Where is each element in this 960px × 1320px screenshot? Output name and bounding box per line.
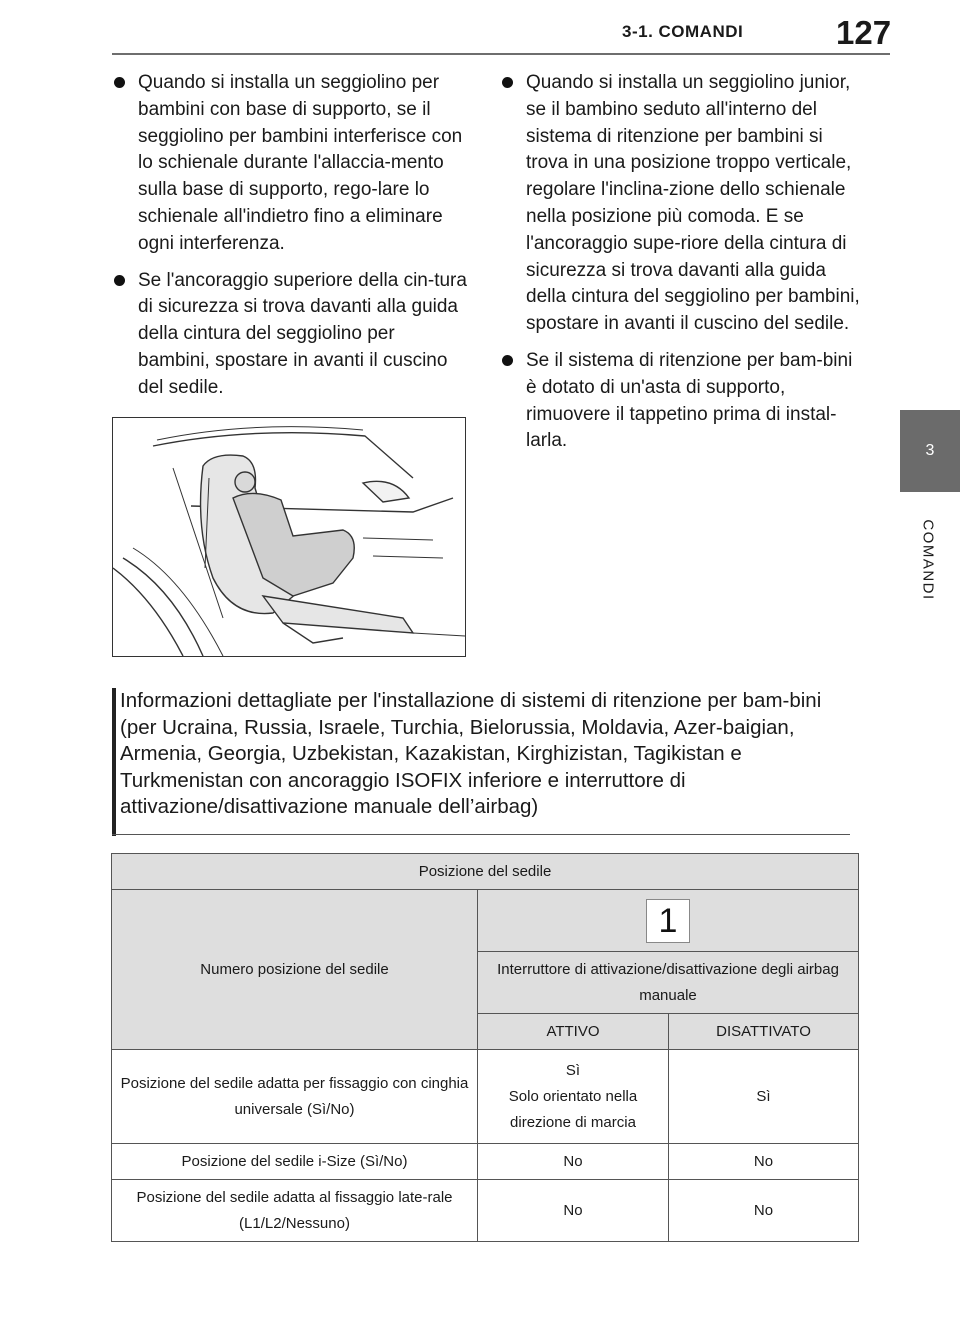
cell-on: No bbox=[478, 1144, 669, 1180]
page-number: 127 bbox=[836, 14, 892, 51]
row-label: Posizione del sedile adatta per fissaggio con cinghia universale (Sì/No) bbox=[112, 1050, 478, 1144]
bullet-text: Quando si installa un seggiolino junior, se il bambino seduto all'interno del sistema di ritenzione per bambini si trova in una posizione troppo verticale, regolare l'inclina-zione dello schienale nella posizione più comoda. E se l'ancoraggio supe-riore della cintura di sicurezza si trova davanti alla guida della cintura del seggiolino per bambini, spostare in avanti il cuscino del sedile. bbox=[526, 72, 860, 335]
cell-off: Sì bbox=[669, 1050, 859, 1144]
header-divider bbox=[112, 53, 890, 55]
cell-on bbox=[478, 1050, 669, 1144]
column-header-on: ATTIVO bbox=[478, 1014, 669, 1050]
cell-on-line: Solo orientato nella direzione di marcia bbox=[508, 1087, 638, 1131]
chapter-tab-number: 3 bbox=[900, 410, 960, 492]
table-title: Posizione del sedile bbox=[112, 854, 859, 890]
list-item bbox=[112, 268, 470, 402]
bullet-dot-icon bbox=[114, 77, 125, 88]
seat-number-badge: 1 bbox=[646, 899, 690, 943]
bullet-text: Se il sistema di ritenzione per bam-bini è dotato di un'asta di supporto, rimuovere il tappetino prima di instal-larla. bbox=[526, 349, 853, 452]
chapter-tab-label-text: COMANDI bbox=[919, 519, 937, 601]
row-label: Posizione del sedile adatta al fissaggio late-rale (L1/L2/Nessuno) bbox=[112, 1180, 478, 1242]
car-seat-drawing bbox=[113, 418, 465, 656]
chapter-tab-label bbox=[896, 500, 960, 620]
bullet-dot-icon bbox=[114, 275, 125, 286]
bullet-text: Se l'ancoraggio superiore della cin-tura di sicurezza si trova davanti alla guida della cintura del seggiolino per bambini, spostare in avanti il cuscino del sedile. bbox=[138, 269, 467, 398]
cell-on: No bbox=[478, 1180, 669, 1242]
left-column bbox=[112, 70, 470, 412]
table-row bbox=[112, 1050, 859, 1144]
bullet-text: Quando si installa un seggiolino per bambini con base di supporto, se il seggiolino per bambini interferisce con lo schienale durante l'allaccia-mento sulla base di supporto, rego-lare lo schienale all'indietro fino a eliminare ogni interferenza. bbox=[138, 72, 463, 254]
cell-off: No bbox=[669, 1144, 859, 1180]
airbag-switch-label: Interruttore di attivazione/disattivazione degli airbag manuale bbox=[478, 952, 859, 1014]
cell-on-line: Sì bbox=[565, 1061, 581, 1079]
bullet-dot-icon bbox=[502, 355, 513, 366]
seat-number-cell bbox=[478, 890, 859, 952]
info-divider bbox=[112, 834, 850, 835]
right-column bbox=[500, 70, 860, 465]
bullet-dot-icon bbox=[502, 77, 513, 88]
seat-position-table bbox=[111, 853, 859, 1242]
column-header-off: DISATTIVATO bbox=[669, 1014, 859, 1050]
info-block-bar bbox=[112, 688, 116, 836]
cell-off: No bbox=[669, 1180, 859, 1242]
info-block-text: Informazioni dettagliate per l'installazione di sistemi di ritenzione per bam-bini (per Ucraina, Russia, Israele, Turchia, Bielorussia, Moldavia, Azer-baigian, Armenia, Georgia, Uzbekistan, Kazakistan, Kirghizistan, Tagikistan e Turkmenistan con ancoraggio ISOFIX inferiore e interruttore di attivazione/disattivazione manuale dell’airbag) bbox=[120, 689, 822, 818]
table-row bbox=[112, 1180, 859, 1242]
table-row bbox=[112, 1144, 859, 1180]
row-label: Posizione del sedile i-Size (Sì/No) bbox=[112, 1144, 478, 1180]
table-row bbox=[112, 854, 859, 890]
list-item bbox=[500, 70, 860, 338]
section-title: 3-1. COMANDI bbox=[622, 22, 744, 41]
list-item bbox=[500, 348, 860, 455]
table-row bbox=[112, 890, 859, 952]
list-item bbox=[112, 70, 470, 258]
child-seat-illustration bbox=[112, 417, 466, 657]
row-header-label: Numero posizione del sedile bbox=[112, 890, 478, 1050]
